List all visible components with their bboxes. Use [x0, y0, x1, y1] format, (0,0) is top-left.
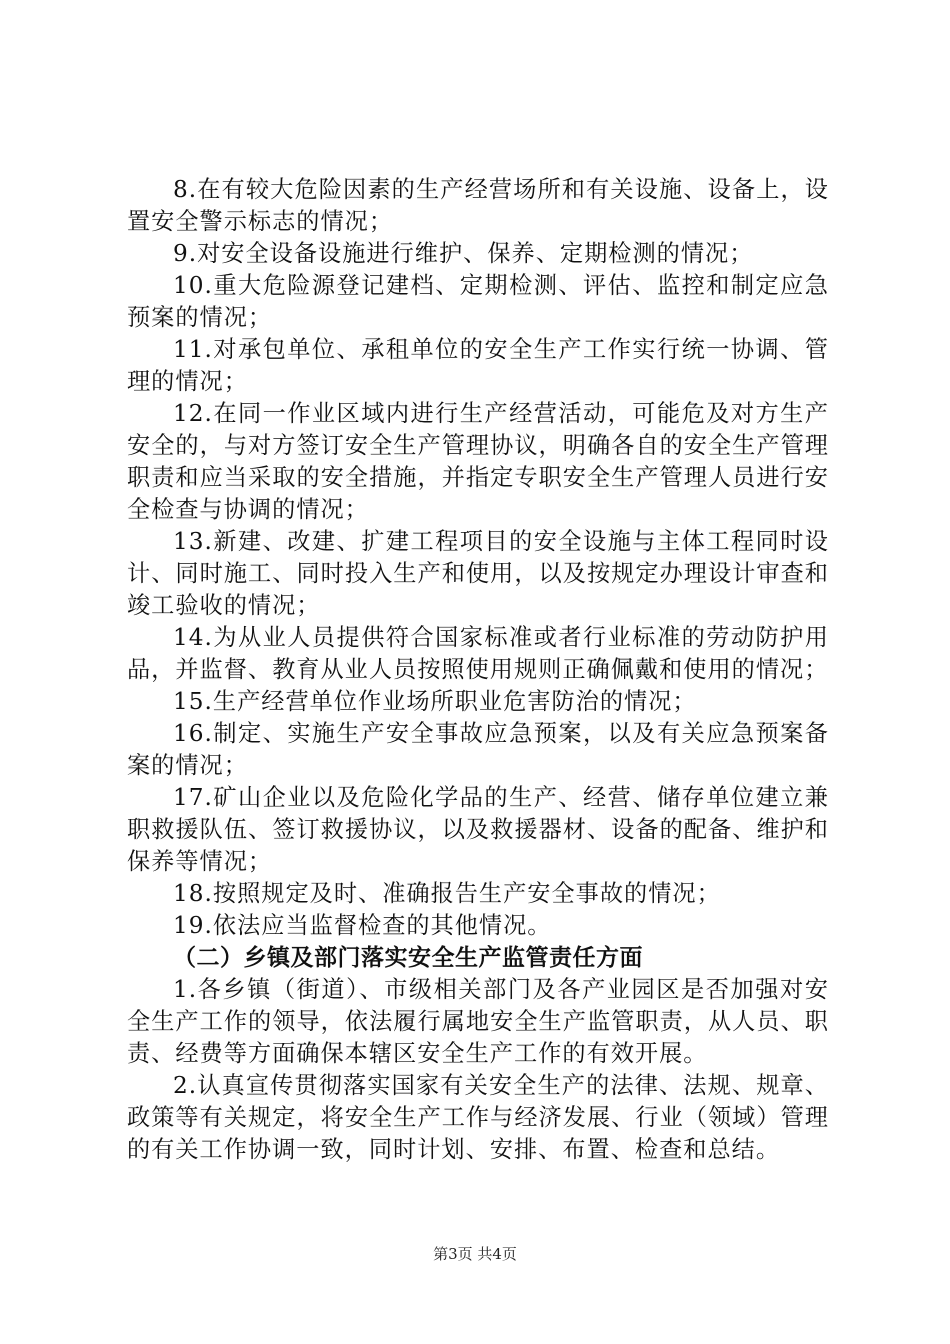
- paragraph-item-19: 19.依法应当监督检查的其他情况。: [173, 912, 552, 939]
- paragraph-item-15: 15.生产经营单位作业场所职业危害防治的情况；: [173, 688, 697, 715]
- paragraph-item-16: 16.制定、实施生产安全事故应急预案，以及有关应急预案备案的情况；: [127, 720, 829, 779]
- paragraph-item-9: 9.对安全设备设施进行维护、保养、定期检测的情况；: [173, 240, 754, 267]
- paragraph-item-17: 17.矿山企业以及危险化学品的生产、经营、储存单位建立兼职救援队伍、签订救援协议，以及救援器材、设备的配备、维护和保养等情况；: [127, 784, 829, 875]
- paragraph-item-10: 10.重大危险源登记建档、定期检测、评估、监控和制定应急预案的情况；: [127, 272, 829, 331]
- paragraph-item-12: 12.在同一作业区域内进行生产经营活动，可能危及对方生产安全的，与对方签订安全生产管理协议，明确各自的安全生产管理职责和应当采取的安全措施，并指定专职安全生产管理人员进行安全检查与协调的情况；: [127, 400, 829, 523]
- paragraph-item-14: 14.为从业人员提供符合国家标准或者行业标准的劳动防护用品，并监督、教育从业人员按照使用规则正确佩戴和使用的情况；: [127, 624, 829, 683]
- page-number-footer: 第3页 共4页: [433, 1245, 517, 1263]
- section-paragraph-2: 2.认真宣传贯彻落实国家有关安全生产的法律、法规、规章、政策等有关规定，将安全生产工作与经济发展、行业（领域）管理的有关工作协调一致，同时计划、安排、布置、检查和总结。: [127, 1072, 829, 1163]
- paragraph-item-18: 18.按照规定及时、准确报告生产安全事故的情况；: [173, 880, 721, 907]
- document-body: [127, 174, 829, 1166]
- paragraph-item-13: 13.新建、改建、扩建工程项目的安全设施与主体工程同时设计、同时施工、同时投入生产和使用，以及按规定办理设计审查和竣工验收的情况；: [127, 528, 829, 619]
- paragraph-item-8: 8.在有较大危险因素的生产经营场所和有关设施、设备上，设置安全警示标志的情况；: [127, 176, 829, 235]
- section-paragraph-1: 1.各乡镇（街道）、市级相关部门及各产业园区是否加强对安全生产工作的领导，依法履行属地安全生产监管职责，从人员、职责、经费等方面确保本辖区安全生产工作的有效开展。: [127, 976, 829, 1067]
- section-heading: （二）乡镇及部门落实安全生产监管责任方面: [173, 945, 643, 971]
- paragraph-item-11: 11.对承包单位、承租单位的安全生产工作实行统一协调、管理的情况；: [127, 336, 829, 395]
